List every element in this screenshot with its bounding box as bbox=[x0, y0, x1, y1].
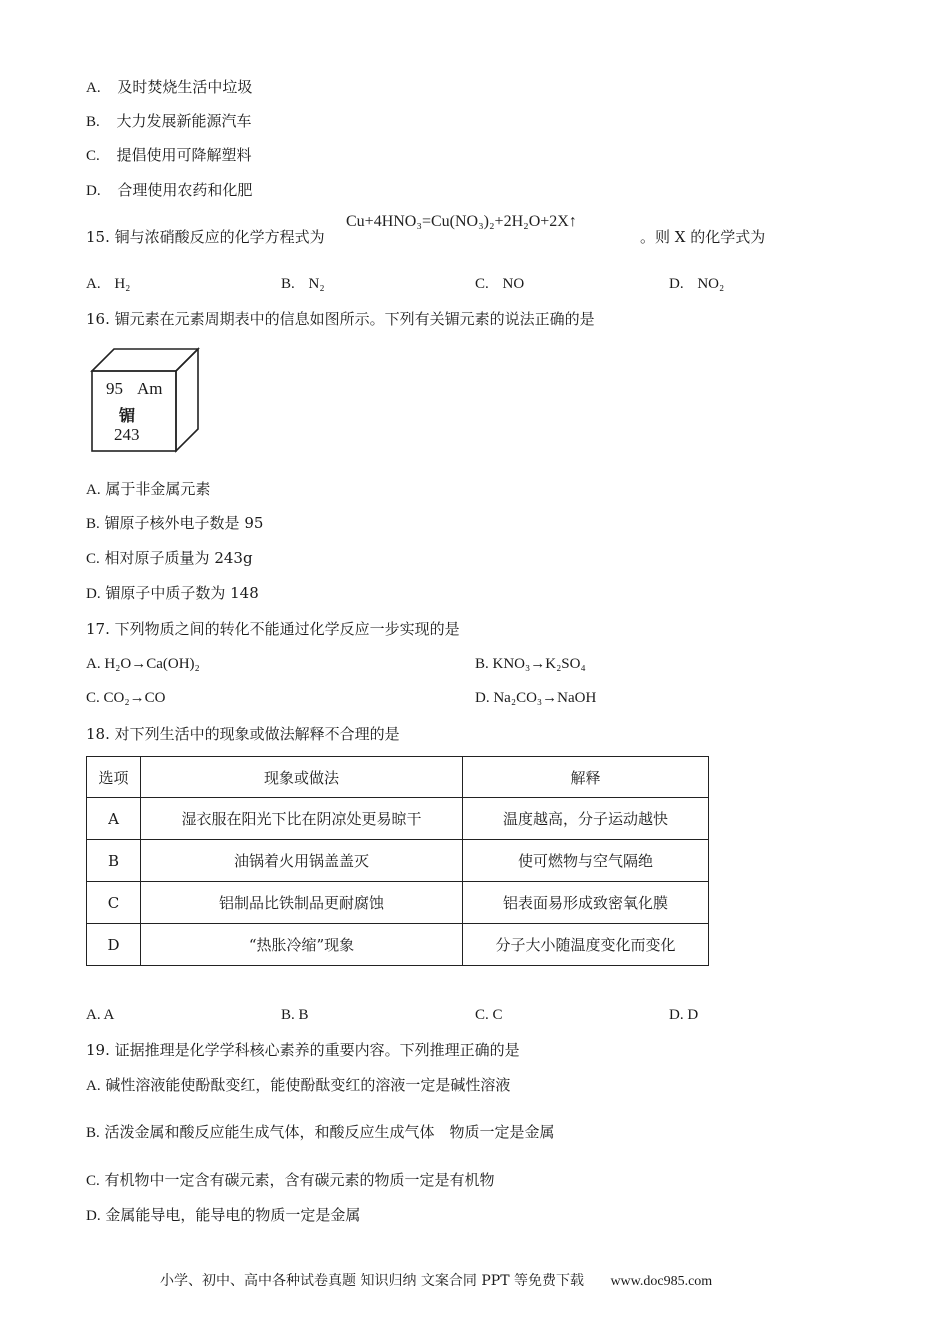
option-text: B bbox=[298, 1007, 309, 1023]
option-text: D bbox=[687, 1007, 699, 1023]
table-cell: 铝制品比铁制品更耐腐蚀 bbox=[141, 882, 463, 924]
option-key: C. bbox=[475, 276, 489, 292]
option-key: A. bbox=[86, 482, 101, 498]
option-key: B. bbox=[281, 276, 295, 292]
table-cell: “热胀冷缩”现象 bbox=[141, 924, 463, 966]
option-text: N₂ bbox=[308, 276, 325, 292]
q19-stem: 19. 证据推理是化学学科核心素养的重要内容。下列推理正确的是 bbox=[86, 1041, 520, 1059]
option-key: C. bbox=[86, 148, 100, 164]
table-row bbox=[87, 882, 709, 924]
q15-option-a bbox=[86, 274, 130, 294]
q19-option-b bbox=[86, 1122, 555, 1143]
option-text: 碱性溶液能使酚酞变红，能使酚酞变红的溶液一定是碱性溶液 bbox=[105, 1076, 511, 1094]
option-key: B. bbox=[281, 1007, 295, 1023]
q19-option-d bbox=[86, 1205, 360, 1226]
option-text: C bbox=[492, 1007, 503, 1023]
q14-option-b bbox=[86, 111, 252, 132]
q18-table bbox=[86, 756, 709, 966]
element-atomic-number: 95 bbox=[106, 379, 123, 398]
table-header-cell: 现象或做法 bbox=[141, 757, 463, 798]
q18-option-a bbox=[86, 1005, 114, 1025]
q18-stem: 18. 对下列生活中的现象或做法解释不合理的是 bbox=[86, 725, 400, 743]
q17-option-b bbox=[475, 654, 586, 674]
option-key: A. bbox=[86, 276, 101, 292]
option-key: A. bbox=[86, 1007, 101, 1023]
option-key: C. bbox=[86, 690, 100, 706]
option-text: H₂O→Ca(OH)₂ bbox=[104, 656, 200, 672]
q18-option-b bbox=[281, 1005, 309, 1025]
element-symbol: Am bbox=[137, 379, 163, 398]
q17-stem: 17. 下列物质之间的转化不能通过化学反应一步实现的是 bbox=[86, 620, 460, 638]
table-cell: 铝表面易形成致密氧化膜 bbox=[463, 882, 709, 924]
table-cell: B bbox=[87, 840, 141, 882]
option-key: D. bbox=[475, 690, 490, 706]
option-text: NO bbox=[502, 276, 525, 292]
option-text: NO₂ bbox=[697, 276, 725, 292]
table-cell: 温度越高，分子运动越快 bbox=[463, 798, 709, 840]
element-name: 镅 bbox=[119, 406, 136, 425]
option-text: 镅原子核外电子数是 95 bbox=[104, 514, 264, 532]
option-key: A. bbox=[86, 80, 101, 96]
page-footer bbox=[160, 1270, 712, 1290]
q14-option-d bbox=[86, 180, 252, 201]
q16-option-a bbox=[86, 479, 210, 500]
table-cell: 油锅着火用锅盖盖灭 bbox=[141, 840, 463, 882]
q15-option-b bbox=[281, 274, 325, 294]
option-text: 及时焚烧生活中垃圾 bbox=[117, 78, 253, 96]
option-text: 镅原子中质子数为 148 bbox=[105, 584, 259, 602]
option-text: 相对原子质量为 243g bbox=[104, 549, 253, 567]
option-key: B. bbox=[86, 516, 100, 532]
q16-stem: 16. 镅元素在元素周期表中的信息如图所示。下列有关镅元素的说法正确的是 bbox=[86, 310, 595, 328]
element-mass: 243 bbox=[114, 425, 140, 444]
option-text: 活泼金属和酸反应能生成气体，和酸反应生成气体 物质一定是金属 bbox=[104, 1123, 555, 1141]
option-text: 合理使用农药和化肥 bbox=[117, 181, 253, 199]
table-row bbox=[87, 924, 709, 966]
q16-option-c bbox=[86, 548, 253, 569]
option-key: B. bbox=[86, 114, 100, 130]
option-key: A. bbox=[86, 1078, 101, 1094]
q14-option-c bbox=[86, 145, 252, 166]
option-key: C. bbox=[86, 1173, 100, 1189]
option-text: 提倡使用可降解塑料 bbox=[116, 146, 252, 164]
q19-option-a bbox=[86, 1075, 510, 1096]
q15-stem-post: 。则 X 的化学式为 bbox=[640, 228, 766, 246]
q15-stem-pre: 15. 铜与浓硝酸反应的化学方程式为 bbox=[86, 228, 325, 246]
q17-option-a bbox=[86, 654, 200, 674]
table-header-row bbox=[87, 757, 709, 798]
q18-option-c bbox=[475, 1005, 503, 1025]
footer-url[interactable]: www.doc985.com bbox=[610, 1274, 713, 1289]
table-cell: 湿衣服在阳光下比在阴凉处更易晾干 bbox=[141, 798, 463, 840]
q18-option-d bbox=[669, 1005, 698, 1025]
option-text: 金属能导电，能导电的物质一定是金属 bbox=[105, 1206, 361, 1224]
q15-option-c bbox=[475, 274, 524, 294]
q17-option-c bbox=[86, 688, 165, 708]
table-cell: 分子大小随温度变化而变化 bbox=[463, 924, 709, 966]
option-text: CO₂→CO bbox=[103, 690, 166, 706]
table-row bbox=[87, 798, 709, 840]
option-text: 属于非金属元素 bbox=[105, 480, 211, 498]
option-text: 大力发展新能源汽车 bbox=[116, 112, 252, 130]
option-text: H₂ bbox=[114, 276, 131, 292]
q16-option-b bbox=[86, 513, 263, 534]
q16-option-d bbox=[86, 583, 259, 604]
option-key: D. bbox=[86, 586, 101, 602]
table-row bbox=[87, 840, 709, 882]
option-key: D. bbox=[86, 183, 101, 199]
option-key: B. bbox=[86, 1125, 100, 1141]
option-key: C. bbox=[86, 551, 100, 567]
q19-option-c bbox=[86, 1170, 495, 1191]
option-key: D. bbox=[669, 276, 684, 292]
option-key: D. bbox=[86, 1208, 101, 1224]
footer-text: 小学、初中、高中各种试卷真题 知识归纳 文案合同 PPT 等免费下载 bbox=[160, 1273, 584, 1289]
q15-option-d bbox=[669, 274, 724, 294]
option-key: B. bbox=[475, 656, 489, 672]
option-text: 有机物中一定含有碳元素，含有碳元素的物质一定是有机物 bbox=[104, 1171, 495, 1189]
table-header-cell: 解释 bbox=[463, 757, 709, 798]
q14-option-a bbox=[86, 77, 252, 98]
table-cell: A bbox=[87, 798, 141, 840]
option-text: A bbox=[103, 1007, 115, 1023]
table-cell: 使可燃物与空气隔绝 bbox=[463, 840, 709, 882]
option-key: A. bbox=[86, 656, 101, 672]
option-key: D. bbox=[669, 1007, 684, 1023]
option-text: KNO₃→K₂SO₄ bbox=[492, 656, 586, 672]
q17-option-d bbox=[475, 688, 596, 708]
q15-equation: Cu+4HNO₃=Cu(NO₃)₂+2H₂O+2X↑ bbox=[346, 213, 577, 230]
table-cell: C bbox=[87, 882, 141, 924]
table-header-cell: 选项 bbox=[87, 757, 141, 798]
option-key: C. bbox=[475, 1007, 489, 1023]
element-cell-figure bbox=[86, 347, 204, 453]
table-cell: D bbox=[87, 924, 141, 966]
option-text: Na₂CO₃→NaOH bbox=[493, 690, 597, 706]
